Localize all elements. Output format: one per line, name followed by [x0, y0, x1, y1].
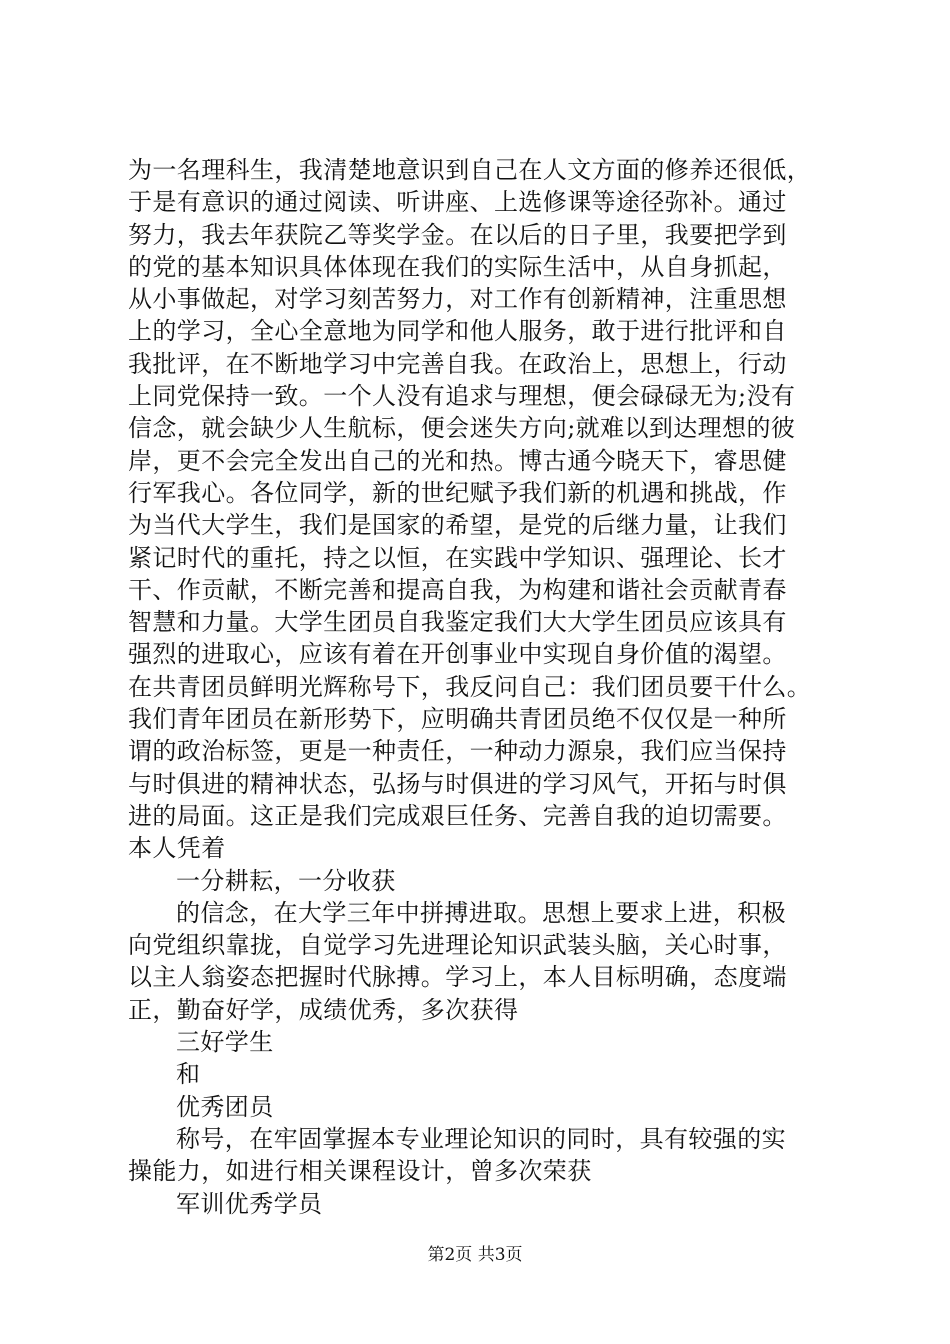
- text-line: 在共青团员鲜明光辉称号下，我反问自己：我们团员要干什么。: [128, 672, 812, 701]
- text-line: 与时俱进的精神状态，弘扬与时俱进的学习风气，开拓与时俱: [128, 769, 787, 798]
- text-line: 我们青年团员在新形势下，应明确共青团员绝不仅仅是一种所: [128, 705, 787, 734]
- text-line: 的信念，在大学三年中拼搏进取。思想上要求上进，积极: [176, 898, 786, 927]
- text-line: 干、作贡献，不断完善和提高自我，为构建和谐社会贡献青春: [128, 575, 787, 604]
- text-line: 称号，在牢固掌握本专业理论知识的同时，具有较强的实: [176, 1124, 786, 1153]
- text-line: 正，勤奋好学，成绩优秀，多次获得: [128, 995, 519, 1024]
- text-line: 岸，更不会完全发出自己的光和热。博古通今晓天下，睿思健: [128, 446, 787, 475]
- text-line: 信念，就会缺少人生航标，便会迷失方向;就难以到达理想的彼: [128, 414, 796, 443]
- text-line: 向党组织靠拢，自觉学习先进理论知识武装头脑，关心时事，: [128, 931, 787, 960]
- text-line: 进的局面。这正是我们完成艰巨任务、完善自我的迫切需要。: [128, 801, 787, 830]
- text-line: 优秀团员: [176, 1092, 274, 1121]
- text-line: 紧记时代的重托，持之以恒，在实践中学知识、强理论、长才: [128, 543, 787, 572]
- text-line: 谓的政治标签，更是一种责任，一种动力源泉，我们应当保持: [128, 737, 787, 766]
- page-footer: 第2页 共3页: [427, 1245, 523, 1265]
- text-line: 操能力，如进行相关课程设计，曾多次荣获: [128, 1157, 592, 1186]
- text-line: 的党的基本知识具体体现在我们的实际生活中，从自身抓起，: [128, 252, 787, 281]
- text-line: 军训优秀学员: [176, 1189, 323, 1218]
- text-line: 智慧和力量。大学生团员自我鉴定我们大大学生团员应该具有: [128, 608, 787, 637]
- text-line: 行军我心。各位同学，新的世纪赋予我们新的机遇和挑战，作: [128, 478, 787, 507]
- text-line: 和: [176, 1060, 201, 1089]
- text-line: 为当代大学生，我们是国家的希望，是党的后继力量，让我们: [128, 511, 787, 540]
- text-line: 为一名理科生，我清楚地意识到自己在人文方面的修养还很低，: [128, 156, 812, 184]
- text-line: 从小事做起，对学习刻苦努力，对工作有创新精神，注重思想: [128, 285, 787, 314]
- text-line: 本人凭着: [128, 834, 226, 863]
- text-line: 上同党保持一致。一个人没有追求与理想，便会碌碌无为;没有: [128, 382, 796, 411]
- text-line: 强烈的进取心，应该有着在开创事业中实现自身价值的渴望。: [128, 640, 787, 669]
- text-line: 于是有意识的通过阅读、听讲座、上选修课等途径弥补。通过: [128, 188, 787, 217]
- text-line: 一分耕耘，一分收获: [176, 866, 396, 895]
- text-line: 我批评，在不断地学习中完善自我。在政治上，思想上，行动: [128, 349, 787, 378]
- text-line: 以主人翁姿态把握时代脉搏。学习上，本人目标明确，态度端: [128, 963, 787, 992]
- body-text: [128, 154, 848, 1220]
- text-line: 三好学生: [176, 1028, 274, 1057]
- text-line: 努力，我去年获院乙等奖学金。在以后的日子里，我要把学到: [128, 220, 787, 249]
- text-line: 上的学习，全心全意地为同学和他人服务，敢于进行批评和自: [128, 317, 787, 346]
